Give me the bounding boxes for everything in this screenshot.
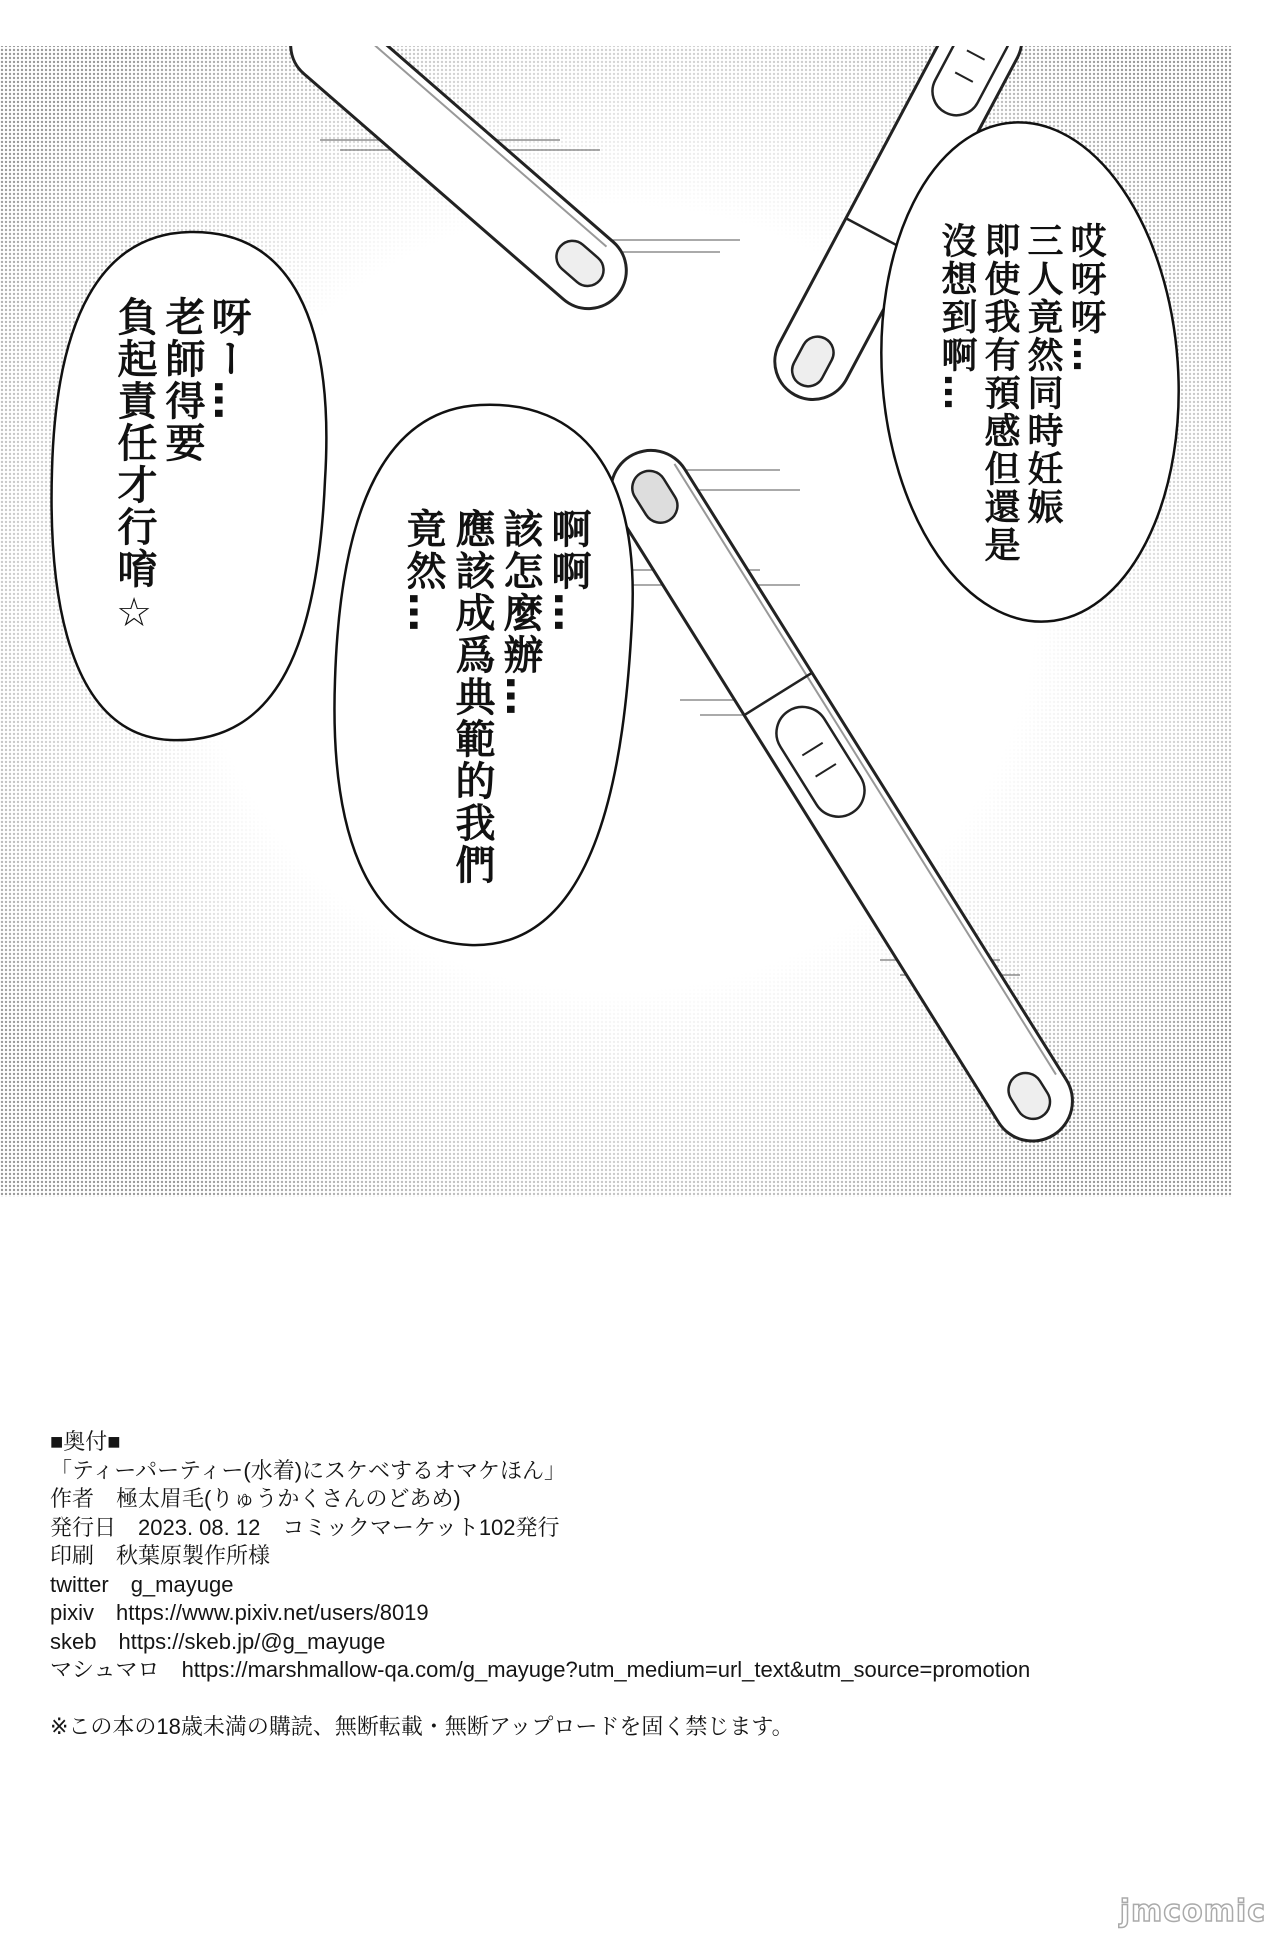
twitter-label: twitter <box>50 1571 109 1597</box>
book-title: 「ティーパーティー(水着)にスケベするオマケほん」 <box>50 1457 567 1483</box>
printer-label: 印刷 <box>50 1543 95 1568</box>
pixiv-line <box>50 1599 1030 1628</box>
pixiv-link[interactable]: https://www.pixiv.net/users/8019 <box>116 1600 429 1625</box>
skeb-line <box>50 1628 1030 1657</box>
author-label: 作者 <box>50 1486 95 1511</box>
twitter-line <box>50 1571 1030 1600</box>
bubble-line: 負起責任才行唷☆ <box>111 296 157 638</box>
bubble-line: 該怎麼辦… <box>497 508 543 718</box>
marshmallow-label: マシュマロ <box>50 1657 160 1682</box>
skeb-link[interactable]: https://skeb.jp/@g_mayuge <box>118 1628 386 1654</box>
bubble-line: 即使我有預感但還是 <box>979 222 1020 564</box>
copyright-notice: ※この本の18歳未満の購読、無断転載・無断アップロードを固く禁じます。 <box>50 1713 794 1739</box>
bubble-line: 應該成爲典範的我們 <box>449 508 495 886</box>
date-label: 発行日 <box>50 1514 117 1540</box>
author-name: 極太眉毛(りゅうかくさんのどあめ) <box>116 1486 461 1511</box>
event-name: コミックマーケット102発行 <box>282 1514 560 1540</box>
publish-date: 2023. 08. 12 <box>138 1514 261 1540</box>
marshmallow-link[interactable]: https://marshmallow-qa.com/g_mayuge?utm_medium=url_text&utm_source=promotion <box>181 1657 1031 1682</box>
bubble-line: 三人竟然同時妊娠 <box>1022 222 1063 526</box>
printer-name: 秋葉原製作所様 <box>116 1543 271 1568</box>
bubble-line: 呀ー… <box>205 296 251 422</box>
bubble-line: 啊啊… <box>545 508 591 634</box>
pixiv-label: pixiv <box>50 1600 95 1625</box>
date-line <box>50 1514 1030 1543</box>
colophon-heading: ■奥付■ <box>50 1429 121 1454</box>
bubble-line: 沒想到啊… <box>936 222 977 412</box>
bubble-line: 老師得要 <box>159 296 205 464</box>
bubble-line: 竟然… <box>400 508 446 634</box>
skeb-label: skeb <box>50 1628 97 1654</box>
marshmallow-line <box>50 1656 1030 1685</box>
printer-line <box>50 1542 1030 1571</box>
bubble-line: 哎呀呀… <box>1065 222 1106 374</box>
colophon <box>50 1428 1030 1741</box>
watermark-logo: jmcomic <box>1119 1894 1266 1929</box>
author-line <box>50 1485 1030 1514</box>
twitter-handle: g_mayuge <box>130 1571 234 1597</box>
